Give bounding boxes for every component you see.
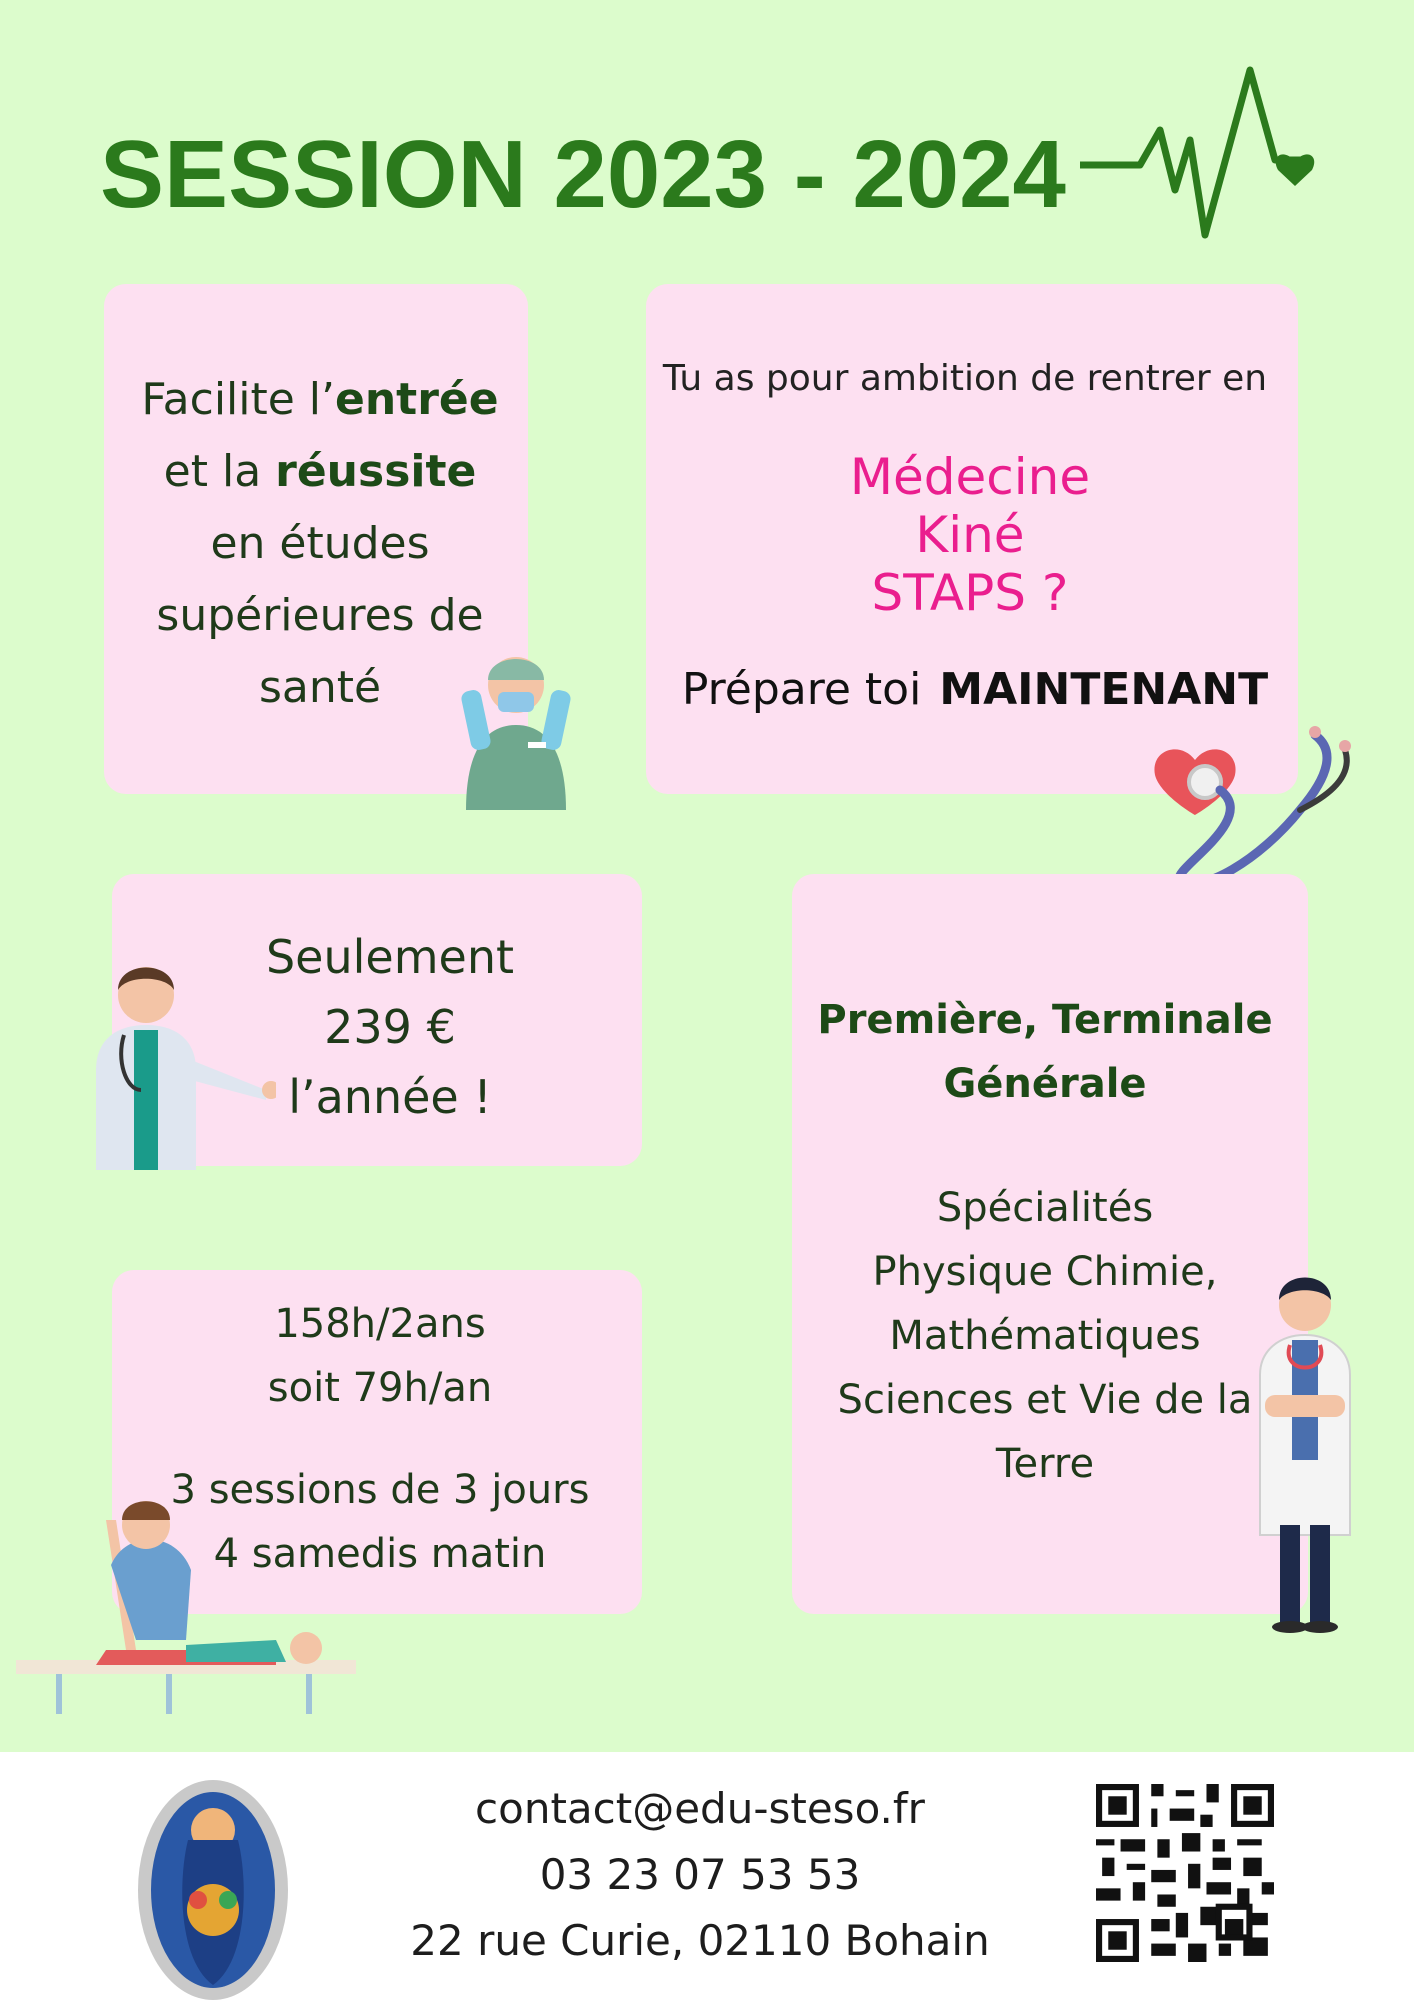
price-text: Seulement 239 € l’année ! [265,930,515,1124]
doctor-standing-illustration [1250,1265,1360,1635]
stethoscope-icon [1150,720,1360,890]
hours-total: 158h/2ans soit 79h/an [267,1301,493,1411]
ambition-question: Tu as pour ambition de rentrer en [662,358,1268,399]
nurse-illustration [456,630,576,810]
mosaic-logo [128,1770,298,2000]
doctor-illustration [66,940,276,1170]
physio-illustration [16,1490,356,1720]
ambition-cta: Prépare toi MAINTENANT [681,664,1269,715]
contact-email[interactable]: contact@edu-steso.fr [475,1784,925,1833]
level-title: Première, Terminale Générale [817,997,1273,1107]
heartbeat-icon [1080,60,1320,240]
qr-code[interactable] [1096,1784,1274,1962]
page-title: SESSION 2023 - 2024 [100,121,1066,228]
intro-text: Facilite l’entrée et la réussite en études supérieures de santé [141,374,499,713]
contact-block [410,1776,990,1974]
ambition-fields: Médecine Kiné STAPS ? [849,448,1091,622]
hours-schedule: 3 sessions de 3 jours 4 samedis matin [170,1467,590,1577]
contact-address: 22 rue Curie, 02110 Bohain [410,1916,990,1965]
contact-phone[interactable]: 03 23 07 53 53 [539,1850,861,1899]
level-specialties: Spécialités Physique Chimie, Mathématiques Sciences et Vie de la Terre [837,1185,1253,1487]
